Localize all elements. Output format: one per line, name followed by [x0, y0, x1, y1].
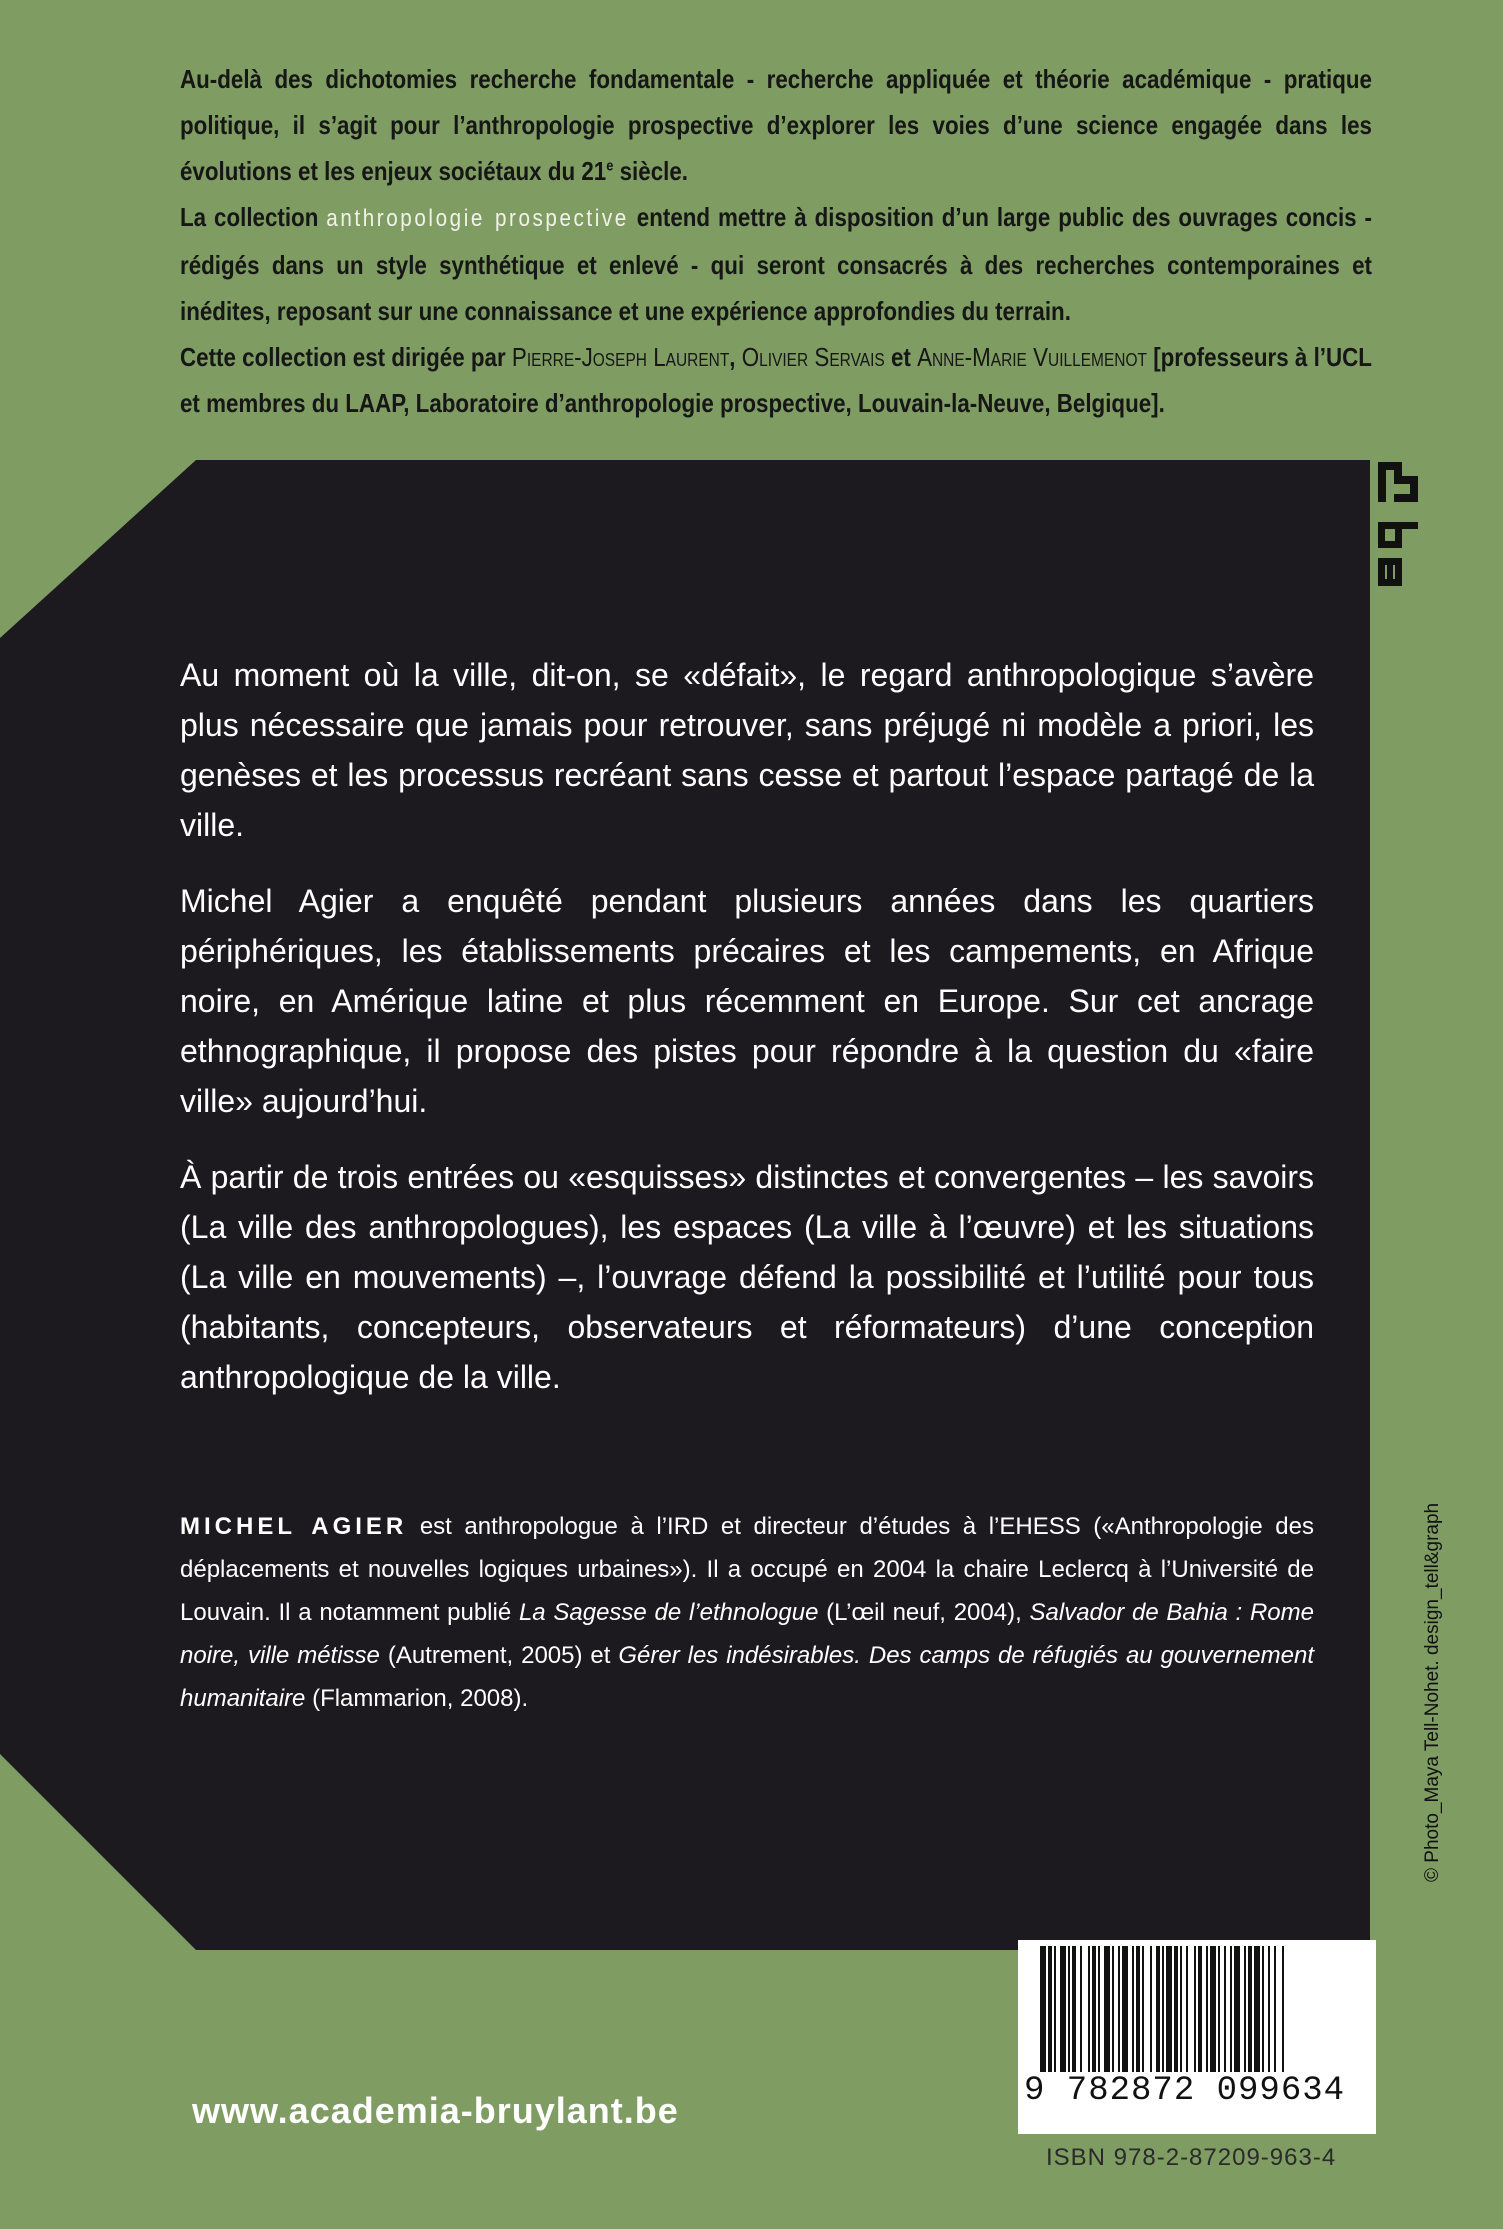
bio-text: (Autrement, 2005) et	[379, 1642, 619, 1669]
abstract-paragraph-3: À partir de trois entrées ou «esquisses» distinctes et convergentes – les savoirs (La ville des anthropologues), les espaces (La ville à l’œuvre) et les situations (La ville en mouvements) –, l’ouvrage défend la possibilité et l’utilité pour tous (habitants, concepteurs, observateurs et réformateurs) d’une conception anthropologique de la ville.	[180, 1159, 1314, 1395]
barcode-bar	[1136, 1946, 1140, 2072]
barcode-bar	[1112, 1946, 1114, 2072]
barcode-bar	[1180, 1946, 1182, 2072]
director-name: Pierre-Joseph Laurent	[511, 342, 730, 372]
barcode-bar	[1166, 1946, 1172, 2072]
barcode-bar	[1198, 1946, 1202, 2072]
barcode-bar	[1072, 1946, 1076, 2072]
bio-text: (L’œil neuf, 2004),	[818, 1599, 1030, 1626]
collection-intro	[180, 56, 1372, 426]
barcode-digits: 9 782872 099634	[1024, 2072, 1346, 2110]
intro-text-1: Au-delà des dichotomies recherche fondamentale - recherche appliquée et théorie académique - pratique politique, il s’agit pour l’anthropologie prospective d’explorer les voies d’une science engagée dans les évolutions et les enjeux sociétaux du 21	[180, 64, 1372, 186]
collection-name: anthropologie prospective	[326, 205, 629, 232]
book-abstract	[180, 650, 1314, 1428]
barcode-bar	[1174, 1946, 1178, 2072]
director-name: Anne-Marie Vuillemenot	[917, 342, 1147, 372]
isbn-number: ISBN 978-2-87209-963-4	[1046, 2144, 1337, 2171]
barcode-bar	[1054, 1946, 1056, 2072]
barcode-bar	[1230, 1946, 1232, 2072]
barcode-bar	[1248, 1946, 1252, 2072]
book-title: Gérer les indésirables. Des camps de réfugiés au gouvernement humanitaire	[180, 1642, 1315, 1712]
barcode-bar	[1060, 1946, 1066, 2072]
barcode-bar	[1132, 1946, 1134, 2072]
abstract-paragraph-2: Michel Agier a enquêté pendant plusieurs années dans les quartiers périphériques, les établissements précaires et les campements, en Afrique noire, en Amérique latine et plus récemment en Europe. Sur cet ancrage ethnographique, il propose des pistes pour répondre à la question du «faire ville» aujourd’hui.	[180, 883, 1314, 1119]
barcode-bar	[1088, 1946, 1090, 2072]
intro-text-2-rest: entend mettre à disposition d’un large public des ouvrages concis - rédigés dans un style synthétique et enlevé - qui seront consacrés à des recherches contemporaines et inédites, reposant sur une connaissance et une expérience approfondies du terrain.	[180, 202, 1372, 326]
barcode-bar	[1098, 1946, 1100, 2072]
barcode-bar	[1262, 1946, 1264, 2072]
barcode-bar	[1142, 1946, 1144, 2072]
barcode-bar	[1162, 1946, 1164, 2072]
barcode-bar	[1080, 1946, 1082, 2072]
series-code-logo	[1372, 460, 1424, 590]
barcode-bar	[1104, 1946, 1110, 2072]
barcode-bar	[1282, 1946, 1284, 2072]
barcode-bar	[1234, 1946, 1240, 2072]
barcode-bar	[1218, 1946, 1220, 2072]
abstract-paragraph-1: Au moment où la ville, dit-on, se «défait», le regard anthropologique s’avère plus nécessaire que jamais pour retrouver, sans préjugé ni modèle a priori, les genèses et les processus recréant sans cesse et partout l’espace partagé de la ville.	[180, 657, 1314, 843]
barcode-bar	[1092, 1946, 1096, 2072]
barcode-bar	[1274, 1946, 1276, 2072]
barcode-bar	[1040, 1946, 1046, 2072]
bio-text: est anthropologue à l’IRD et directeur d’études à l’EHESS («Anthropologie des déplacements et nouvelles logiques urbaines»). Il a occupé en 2004 la chaire Leclercq à l’Université de Louvain. Il a notamment publié	[180, 1513, 1315, 1626]
separator: ,	[729, 342, 742, 372]
director-name: Olivier Servais	[741, 342, 885, 372]
barcode-bar	[1068, 1946, 1070, 2072]
barcode-bar	[1186, 1946, 1188, 2072]
photo-design-credit: © Photo_Maya Tell-Nohet. design_tell&graph	[1422, 1502, 1443, 1882]
barcode-bar	[1268, 1946, 1270, 2072]
barcode-bar	[1156, 1946, 1160, 2072]
intro-text-2-start: La collection	[180, 202, 327, 232]
barcode-bar	[1254, 1946, 1260, 2072]
separator: et	[884, 342, 918, 372]
barcode	[1018, 1940, 1376, 2134]
barcode-bar	[1194, 1946, 1196, 2072]
author-name: MICHEL AGIER	[180, 1513, 408, 1540]
barcode-bar	[1048, 1946, 1052, 2072]
barcode-bar	[1122, 1946, 1128, 2072]
barcode-bar	[1224, 1946, 1226, 2072]
intro-paragraph-3	[180, 334, 1372, 426]
barcode-bar	[1118, 1946, 1120, 2072]
book-title: La Sagesse de l’ethnologue	[518, 1599, 819, 1626]
intro-paragraph-1	[180, 56, 1372, 194]
bio-text: (Flammarion, 2008).	[305, 1685, 529, 1712]
barcode-bar	[1150, 1946, 1152, 2072]
intro-text-1-end: siècle.	[613, 156, 689, 186]
barcode-bar	[1206, 1946, 1208, 2072]
intro-text-3-start: Cette collection est dirigée par	[180, 342, 512, 372]
barcode-bar	[1244, 1946, 1246, 2072]
intro-paragraph-2	[180, 194, 1372, 334]
publisher-website: www.academia-bruylant.be	[192, 2090, 679, 2131]
intro-text-3-rest: [professeurs à l’UCL et membres du LAAP, Laboratoire d’anthropologie prospective, Louvain-la-Neuve, Belgique].	[180, 342, 1372, 418]
barcode-bar	[1210, 1946, 1216, 2072]
century-superscript: e	[606, 157, 614, 175]
author-bio	[180, 1505, 1314, 1720]
book-title: Salvador de Bahia : Rome noire, ville métisse	[180, 1599, 1314, 1669]
